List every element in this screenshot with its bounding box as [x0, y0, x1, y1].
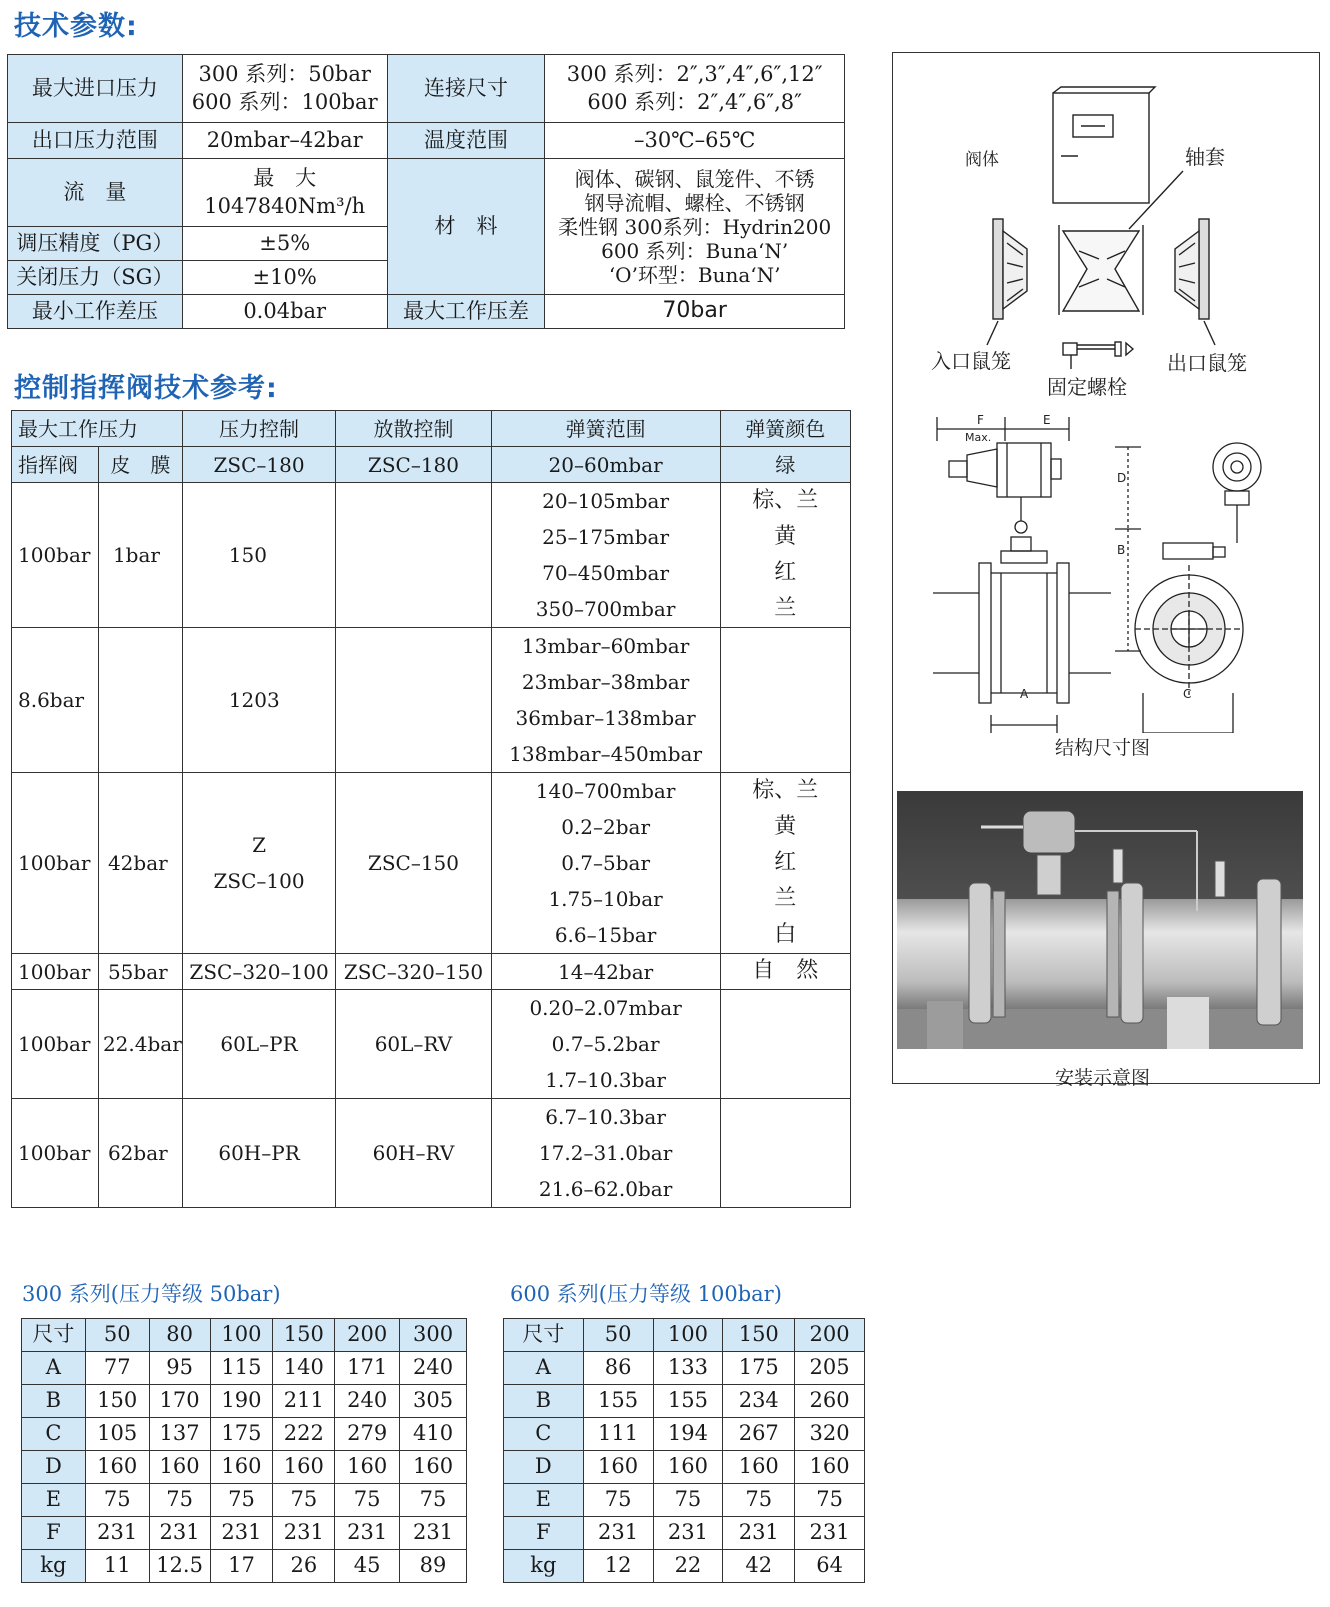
- spring-color: 红: [774, 850, 797, 875]
- pilot-cell: 100bar: [12, 483, 99, 628]
- table-cell: 222: [273, 1418, 335, 1451]
- vent-control-cell: 60L–RV: [336, 990, 491, 1099]
- dimension-drawing: [893, 403, 1319, 733]
- dim-label-e: E: [1043, 413, 1051, 427]
- control-ref-heading: 控制指挥阀技术参考:: [14, 373, 278, 404]
- ctrl-header-vent-control: 放散控制: [336, 411, 491, 447]
- spring-range-cell: [491, 773, 720, 954]
- value-line: 600 系列：Buna‘N’: [601, 238, 789, 263]
- table-cell: 320: [795, 1418, 865, 1451]
- ctrl-header-membrane: 皮 膜: [98, 447, 182, 483]
- table-row: [22, 1352, 467, 1385]
- table-row: [22, 1451, 467, 1484]
- table-cell: 160: [723, 1451, 795, 1484]
- table-row: [12, 954, 851, 990]
- spring-range-cell: [491, 990, 720, 1099]
- table-row: [22, 1517, 467, 1550]
- pressure-control-cell: 60L–PR: [182, 990, 336, 1099]
- table-cell: 105: [85, 1418, 149, 1451]
- spring-range: 20–105mbar: [542, 489, 670, 513]
- value-line: 300 系列：50bar: [198, 62, 371, 87]
- spring-range: 17.2–31.0bar: [538, 1141, 673, 1165]
- table-row: [504, 1451, 865, 1484]
- table-cell: 160: [653, 1451, 723, 1484]
- table-cell: 150: [85, 1385, 149, 1418]
- dim-label-max: Max.: [965, 431, 992, 444]
- install-photo: [897, 791, 1303, 1049]
- header-cell: 100: [653, 1319, 723, 1352]
- value-line: ‘O’环型：Buna‘N’: [608, 262, 781, 287]
- table-cell: 240: [400, 1352, 467, 1385]
- table-cell: 231: [653, 1517, 723, 1550]
- temperature-range-value: –30℃–65℃: [545, 123, 845, 159]
- spring-range: 70–450mbar: [542, 561, 670, 585]
- row-header-cell: B: [22, 1385, 86, 1418]
- table-cell: 12.5: [149, 1550, 210, 1583]
- table-cell: 260: [795, 1385, 865, 1418]
- min-diff-pressure-value: 0.04bar: [182, 295, 387, 329]
- table-cell: 95: [149, 1352, 210, 1385]
- spring-range: 140–700mbar: [535, 779, 676, 803]
- table-row: [12, 773, 851, 954]
- bolt-label: 固定螺栓: [1047, 375, 1127, 399]
- spring-color-cell: 自 然: [720, 954, 850, 990]
- pilot-cell: 100bar: [12, 954, 99, 990]
- table-row: [12, 1099, 851, 1208]
- table-cell: 170: [149, 1385, 210, 1418]
- spring-range: 6.7–10.3bar: [545, 1105, 666, 1129]
- pressure-control-cell: 150: [182, 483, 336, 628]
- table-cell: 160: [583, 1451, 653, 1484]
- inlet-cage-label: 入口鼠笼: [931, 349, 1011, 373]
- dim-label-f: F: [977, 413, 984, 427]
- max-inlet-pressure-label: 最大进口压力: [8, 55, 183, 123]
- table-row: [504, 1517, 865, 1550]
- spring-range: 0.2–2bar: [561, 815, 651, 839]
- pressure-control-cell: 60H–PR: [182, 1099, 336, 1208]
- max-diff-pressure-value: 70bar: [545, 295, 845, 329]
- row-header-cell: F: [504, 1517, 584, 1550]
- table-cell: 231: [723, 1517, 795, 1550]
- sleeve-label: 轴套: [1185, 145, 1225, 169]
- membrane-cell: 62bar: [98, 1099, 182, 1208]
- table-cell: 160: [795, 1451, 865, 1484]
- table-row: [12, 990, 851, 1099]
- table-cell: 75: [273, 1484, 335, 1517]
- value-line: 钢导流帽、螺栓、不锈钢: [584, 190, 805, 215]
- spring-color: 兰: [774, 886, 797, 911]
- dims300-table: [21, 1318, 467, 1583]
- spring-color-cell: [720, 990, 850, 1099]
- row-header-cell: C: [22, 1418, 86, 1451]
- row-header-cell: kg: [22, 1550, 86, 1583]
- table-cell: 205: [795, 1352, 865, 1385]
- table-cell: 190: [210, 1385, 273, 1418]
- row-header-cell: D: [504, 1451, 584, 1484]
- table-cell: 26: [273, 1550, 335, 1583]
- dims300-title: 300 系列(压力等级 50bar): [22, 1282, 281, 1306]
- table-cell: 160: [85, 1451, 149, 1484]
- closing-pressure-label: 关闭压力（SG）: [8, 261, 183, 295]
- table-row: [504, 1418, 865, 1451]
- value-line: 600 系列：2″,4″,6″,8″: [587, 89, 802, 114]
- table-cell: 75: [149, 1484, 210, 1517]
- figure-panel: [892, 52, 1320, 1089]
- row-header-cell: A: [22, 1352, 86, 1385]
- membrane-cell: 1bar: [98, 483, 182, 628]
- spring-color-cell: [720, 483, 850, 628]
- table-cell: 155: [583, 1385, 653, 1418]
- spring-range: 6.6–15bar: [554, 923, 657, 947]
- ctrl-header-color-default: 绿: [720, 447, 850, 483]
- table-cell: 111: [583, 1418, 653, 1451]
- spring-color: 白: [774, 922, 797, 947]
- header-cell: 80: [149, 1319, 210, 1352]
- table-cell: 194: [653, 1418, 723, 1451]
- valve-body-label: 阀体: [965, 150, 999, 170]
- value-line: 柔性钢 300系列：Hydrin200: [558, 214, 832, 239]
- table-row: [504, 1550, 865, 1583]
- spring-range: 350–700mbar: [535, 597, 676, 621]
- temperature-range-label: 温度范围: [387, 123, 545, 159]
- membrane-cell: 55bar: [98, 954, 182, 990]
- tech-params-heading: 技术参数:: [14, 11, 138, 42]
- value-line: 阀体、碳钢、鼠笼件、不锈: [574, 166, 815, 191]
- row-header-cell: E: [22, 1484, 86, 1517]
- table-cell: 231: [149, 1517, 210, 1550]
- install-photo-caption: 安装示意图: [1055, 1067, 1151, 1089]
- ctrl-header-spring-default: 20–60mbar: [491, 447, 720, 483]
- spring-color-cell: [720, 773, 850, 954]
- table-cell: 231: [335, 1517, 400, 1550]
- spring-range: 23mbar–38mbar: [521, 670, 690, 694]
- material-label: 材 料: [387, 159, 545, 295]
- header-cell: 50: [85, 1319, 149, 1352]
- table-cell: 75: [400, 1484, 467, 1517]
- value-line: 最 大: [253, 166, 317, 191]
- table-cell: 160: [273, 1451, 335, 1484]
- membrane-cell: [98, 628, 182, 773]
- header-cell: 50: [583, 1319, 653, 1352]
- material-value: [545, 159, 845, 295]
- header-cell: 尺寸: [504, 1319, 584, 1352]
- dim-label-c: C: [1183, 687, 1192, 701]
- vent-control-cell: ZSC–320–150: [336, 954, 491, 990]
- table-cell: 231: [400, 1517, 467, 1550]
- table-cell: 64: [795, 1550, 865, 1583]
- spring-range: 36mbar–138mbar: [515, 706, 696, 730]
- ctrl-header-max-pressure: 最大工作压力: [12, 411, 183, 447]
- spring-color: 黄: [774, 524, 797, 549]
- max-diff-pressure-label: 最大工作压差: [387, 295, 545, 329]
- spring-color: 棕、兰: [752, 488, 819, 513]
- table-cell: 89: [400, 1550, 467, 1583]
- pilot-cell: 100bar: [12, 1099, 99, 1208]
- table-cell: 231: [273, 1517, 335, 1550]
- dim-label-d: D: [1117, 471, 1127, 485]
- table-cell: 77: [85, 1352, 149, 1385]
- table-cell: 133: [653, 1352, 723, 1385]
- outlet-pressure-range-label: 出口压力范围: [8, 123, 183, 159]
- spring-range-cell: 14–42bar: [491, 954, 720, 990]
- flow-label: 流 量: [8, 159, 183, 227]
- row-header-cell: A: [504, 1352, 584, 1385]
- table-cell: 160: [400, 1451, 467, 1484]
- table-cell: 279: [335, 1418, 400, 1451]
- ctrl-header-spring-color: 弹簧颜色: [720, 411, 850, 447]
- membrane-cell: 42bar: [98, 773, 182, 954]
- spring-range: 0.7–5bar: [561, 851, 651, 875]
- connection-size-label: 连接尺寸: [387, 55, 545, 123]
- spring-color: 黄: [774, 814, 797, 839]
- table-cell: 75: [85, 1484, 149, 1517]
- table-cell: 234: [723, 1385, 795, 1418]
- table-cell: 75: [723, 1484, 795, 1517]
- pilot-cell: 8.6bar: [12, 628, 99, 773]
- table-cell: 86: [583, 1352, 653, 1385]
- table-cell: 160: [149, 1451, 210, 1484]
- ctrl-header-zsc180-a: ZSC–180: [182, 447, 336, 483]
- table-cell: 42: [723, 1550, 795, 1583]
- table-cell: 75: [653, 1484, 723, 1517]
- table-row: [504, 1385, 865, 1418]
- spring-range: 0.20–2.07mbar: [529, 996, 682, 1020]
- table-cell: 175: [210, 1418, 273, 1451]
- dim-label-a: A: [1020, 687, 1029, 701]
- table-cell: 75: [210, 1484, 273, 1517]
- flow-value: [182, 159, 387, 227]
- outlet-pressure-range-value: 20mbar–42bar: [182, 123, 387, 159]
- table-cell: 11: [85, 1550, 149, 1583]
- row-header-cell: kg: [504, 1550, 584, 1583]
- table-row: [22, 1385, 467, 1418]
- spring-range: 0.7–5.2bar: [551, 1032, 660, 1056]
- row-header-cell: F: [22, 1517, 86, 1550]
- ctrl-header-zsc180-b: ZSC–180: [336, 447, 491, 483]
- row-header-cell: E: [504, 1484, 584, 1517]
- spring-color: 兰: [774, 596, 797, 621]
- ctrl-header-pressure-control: 压力控制: [182, 411, 336, 447]
- vent-control-cell: 60H–RV: [336, 1099, 491, 1208]
- table-cell: 140: [273, 1352, 335, 1385]
- table-header-row: [22, 1319, 467, 1352]
- control-ref-table: [11, 410, 851, 1208]
- table-row: [22, 1418, 467, 1451]
- row-header-cell: B: [504, 1385, 584, 1418]
- vent-control-cell: ZSC–150: [336, 773, 491, 954]
- spring-color: 红: [774, 560, 797, 585]
- table-row: [504, 1484, 865, 1517]
- header-cell: 300: [400, 1319, 467, 1352]
- closing-pressure-value: ±10%: [182, 261, 387, 295]
- vent-control-cell: [336, 628, 491, 773]
- spring-range: 1.7–10.3bar: [545, 1068, 666, 1092]
- table-row: [22, 1550, 467, 1583]
- table-cell: 160: [210, 1451, 273, 1484]
- table-header-row: [504, 1319, 865, 1352]
- pilot-cell: 100bar: [12, 990, 99, 1099]
- table-cell: 22: [653, 1550, 723, 1583]
- table-cell: 231: [795, 1517, 865, 1550]
- table-cell: 211: [273, 1385, 335, 1418]
- row-header-cell: C: [504, 1418, 584, 1451]
- table-cell: 231: [85, 1517, 149, 1550]
- table-cell: 75: [583, 1484, 653, 1517]
- table-cell: 137: [149, 1418, 210, 1451]
- spring-range: 21.6–62.0bar: [538, 1177, 673, 1201]
- min-diff-pressure-label: 最小工作差压: [8, 295, 183, 329]
- table-cell: 17: [210, 1550, 273, 1583]
- vent-control-cell: [336, 483, 491, 628]
- ctrl-header-spring-range: 弹簧范围: [491, 411, 720, 447]
- value-line: 1047840Nm³/h: [204, 193, 366, 218]
- connection-size-value: [545, 55, 845, 123]
- max-inlet-pressure-value: [182, 55, 387, 123]
- outlet-cage-label: 出口鼠笼: [1167, 351, 1247, 375]
- header-cell: 尺寸: [22, 1319, 86, 1352]
- table-cell: 240: [335, 1385, 400, 1418]
- table-cell: 175: [723, 1352, 795, 1385]
- pressure-control-cell: Z ZSC–100: [182, 773, 336, 954]
- dim-label-b: B: [1117, 543, 1126, 557]
- header-cell: 200: [335, 1319, 400, 1352]
- table-cell: 305: [400, 1385, 467, 1418]
- table-cell: 12: [583, 1550, 653, 1583]
- table-cell: 410: [400, 1418, 467, 1451]
- row-header-cell: D: [22, 1451, 86, 1484]
- spring-range-cell: [491, 483, 720, 628]
- table-row: [22, 1484, 467, 1517]
- header-cell: 150: [723, 1319, 795, 1352]
- header-cell: 150: [273, 1319, 335, 1352]
- table-row: [504, 1352, 865, 1385]
- pressure-control-cell: ZSC–320–100: [182, 954, 336, 990]
- spring-color-cell: [720, 1099, 850, 1208]
- table-cell: 75: [795, 1484, 865, 1517]
- table-cell: 267: [723, 1418, 795, 1451]
- table-cell: 115: [210, 1352, 273, 1385]
- pilot-cell: 100bar: [12, 773, 99, 954]
- spring-range: 138mbar–450mbar: [509, 742, 703, 766]
- table-cell: 155: [653, 1385, 723, 1418]
- table-cell: 75: [335, 1484, 400, 1517]
- spring-range-cell: [491, 628, 720, 773]
- table-cell: 45: [335, 1550, 400, 1583]
- tech-params-table: [7, 54, 845, 329]
- regulation-accuracy-value: ±5%: [182, 227, 387, 261]
- regulation-accuracy-label: 调压精度（PG）: [8, 227, 183, 261]
- dims600-title: 600 系列(压力等级 100bar): [510, 1282, 782, 1306]
- value-line: 600 系列：100bar: [191, 89, 378, 114]
- table-row: [12, 628, 851, 773]
- table-row: [12, 483, 851, 628]
- membrane-cell: 22.4bar: [98, 990, 182, 1099]
- spring-color: 棕、兰: [752, 778, 819, 803]
- spring-range-cell: [491, 1099, 720, 1208]
- header-cell: 200: [795, 1319, 865, 1352]
- table-cell: 160: [335, 1451, 400, 1484]
- dimension-drawing-caption: 结构尺寸图: [1055, 737, 1151, 759]
- ctrl-header-pilot: 指挥阀: [12, 447, 99, 483]
- spring-range: 13mbar–60mbar: [521, 634, 690, 658]
- dims600-table: [503, 1318, 865, 1583]
- value-line: 300 系列：2″,3″,4″,6″,12″: [566, 62, 823, 87]
- table-cell: 231: [210, 1517, 273, 1550]
- table-cell: 171: [335, 1352, 400, 1385]
- spring-range: 1.75–10bar: [548, 887, 663, 911]
- spring-color-cell: [720, 628, 850, 773]
- table-cell: 231: [583, 1517, 653, 1550]
- header-cell: 100: [210, 1319, 273, 1352]
- spring-range: 25–175mbar: [542, 525, 670, 549]
- pressure-control-cell: 1203: [182, 628, 336, 773]
